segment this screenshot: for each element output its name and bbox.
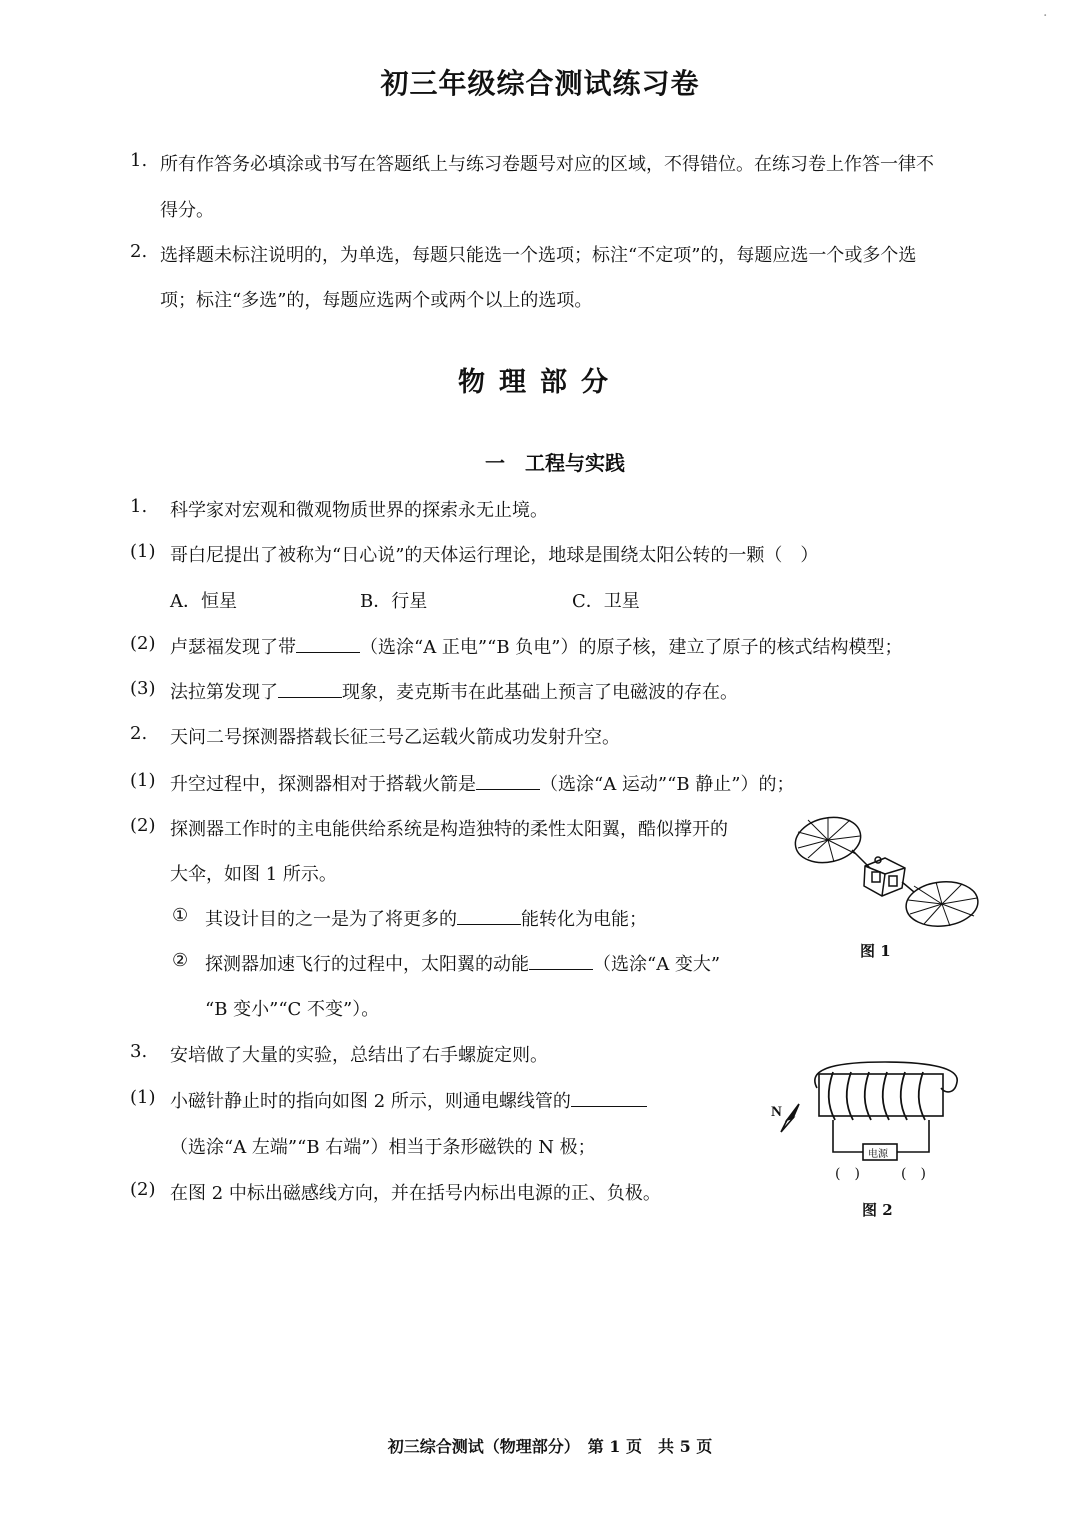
q2-sub1-before: 其设计目的之一是为了将更多的 bbox=[205, 909, 457, 930]
q2-sub2 bbox=[205, 950, 720, 976]
paren-left[interactable]: ( ) bbox=[835, 1166, 860, 1182]
q1-option-a: A．恒星 bbox=[170, 591, 237, 612]
q3-p1-before: 小磁针静止时的指向如图 2 所示，则通电螺线管的 bbox=[170, 1091, 571, 1112]
section-title: 物理部分 bbox=[458, 367, 622, 398]
q2-sub2-num: ② bbox=[172, 950, 189, 971]
instruction-1-line2: 得分。 bbox=[160, 200, 214, 221]
q3-stem: 安培做了大量的实验，总结出了右手螺旋定则。 bbox=[170, 1045, 548, 1066]
q2-p1-num: (1) bbox=[130, 770, 156, 791]
q2-stem: 天问二号探测器搭载长征三号乙运载火箭成功发射升空。 bbox=[170, 727, 620, 748]
corner-mark: · bbox=[1043, 8, 1048, 24]
q3-p1 bbox=[170, 1087, 647, 1113]
q1-stem: 科学家对宏观和微观物质世界的探索永无止境。 bbox=[170, 500, 548, 521]
probe-body bbox=[864, 857, 905, 896]
compass-n-label: N bbox=[771, 1104, 782, 1120]
solar-boom-right bbox=[902, 882, 914, 892]
figure-2-solenoid bbox=[765, 1060, 970, 1190]
instruction-1-num: 1. bbox=[130, 150, 148, 171]
q1-p2 bbox=[170, 633, 902, 659]
figure-1-label: 图 1 bbox=[860, 942, 891, 960]
q1-option-c: C．卫星 bbox=[572, 591, 640, 612]
q1-p3-blank[interactable] bbox=[278, 683, 342, 698]
q3-p2-text: 在图 2 中标出磁感线方向，并在括号内标出电源的正、负极。 bbox=[170, 1183, 661, 1204]
q2-p2-num: (2) bbox=[130, 815, 156, 836]
q3-p1-blank[interactable] bbox=[571, 1092, 647, 1107]
page-title: 初三年级综合测试练习卷 bbox=[380, 67, 700, 100]
instruction-2-line2: 项；标注“多选”的，每题应选两个或两个以上的选项。 bbox=[160, 290, 593, 311]
q2-sub2-blank[interactable] bbox=[529, 955, 593, 970]
q2-sub1-blank[interactable] bbox=[457, 910, 521, 925]
q3-p2-num: (2) bbox=[130, 1179, 156, 1200]
solenoid-coils bbox=[829, 1072, 925, 1120]
q1-p2-blank[interactable] bbox=[296, 638, 360, 653]
solar-wing-left-ribs bbox=[798, 817, 860, 862]
q1-p2-before: 卢瑟福发现了带 bbox=[170, 637, 296, 658]
q2-sub1-after: 能转化为电能； bbox=[521, 909, 647, 930]
q3-p1-line2: （选涂“A 左端”“B 右端”）相当于条形磁铁的 N 极； bbox=[170, 1137, 596, 1158]
wire-left bbox=[833, 1120, 863, 1152]
q2-p1-before: 升空过程中，探测器相对于搭载火箭是 bbox=[170, 774, 476, 795]
solar-wing-right-ribs bbox=[908, 882, 977, 926]
q1-p2-num: (2) bbox=[130, 633, 156, 654]
q1-num: 1. bbox=[130, 496, 148, 517]
q2-p1-after: （选涂“A 运动”“B 静止”）的； bbox=[540, 774, 795, 795]
q1-p3 bbox=[170, 678, 738, 704]
wire-right bbox=[897, 1120, 929, 1152]
subsection-title: 一 工程与实践 bbox=[485, 451, 625, 475]
figure-2-label: 图 2 bbox=[862, 1201, 893, 1219]
q1-option-b: B．行星 bbox=[360, 591, 428, 612]
instruction-1-line1: 所有作答务必填涂或书写在答题纸上与练习卷题号对应的区域，不得错位。在练习卷上作答一律不 bbox=[160, 154, 934, 175]
q1-p1-num: (1) bbox=[130, 541, 156, 562]
paren-right[interactable]: ( ) bbox=[901, 1166, 926, 1182]
q1-p2-after: （选涂“A 正电”“B 负电”）的原子核，建立了原子的核式结构模型； bbox=[360, 637, 903, 658]
q2-sub1-num: ① bbox=[172, 905, 189, 926]
q2-sub2-line2: “B 变小”“C 不变”）。 bbox=[205, 999, 380, 1020]
instruction-2-num: 2. bbox=[130, 241, 148, 262]
q2-num: 2. bbox=[130, 723, 148, 744]
q2-sub2-before: 探测器加速飞行的过程中，太阳翼的动能 bbox=[205, 954, 529, 975]
solenoid-core bbox=[819, 1074, 943, 1116]
instruction-2-line1: 选择题未标注说明的，为单选，每题只能选一个选项；标注“不定项”的，每题应选一个或多个选 bbox=[160, 245, 917, 266]
compass-needle bbox=[781, 1104, 799, 1132]
q2-p1 bbox=[170, 770, 794, 796]
q2-p1-blank[interactable] bbox=[476, 775, 540, 790]
q1-p3-after: 现象，麦克斯韦在此基础上预言了电磁波的存在。 bbox=[342, 682, 738, 703]
q1-p3-before: 法拉第发现了 bbox=[170, 682, 278, 703]
q2-sub2-after: （选涂“A 变大” bbox=[593, 954, 721, 975]
q1-p3-num: (3) bbox=[130, 678, 156, 699]
page-footer: 初三综合测试（物理部分） 第 1 页 共 5 页 bbox=[387, 1437, 713, 1456]
q3-p1-num: (1) bbox=[130, 1087, 156, 1108]
q2-sub1 bbox=[205, 905, 647, 931]
power-source-label: 电源 bbox=[868, 1149, 888, 1160]
q2-p2-line1: 探测器工作时的主电能供给系统是构造独特的柔性太阳翼，酷似撑开的 bbox=[170, 819, 728, 840]
figure-1-probe bbox=[790, 808, 985, 933]
q2-p2-line2: 大伞，如图 1 所示。 bbox=[170, 864, 337, 885]
q1-p1-text: 哥白尼提出了被称为“日心说”的天体运行理论，地球是围绕太阳公转的一颗（ ） bbox=[170, 545, 819, 566]
q3-num: 3. bbox=[130, 1041, 148, 1062]
